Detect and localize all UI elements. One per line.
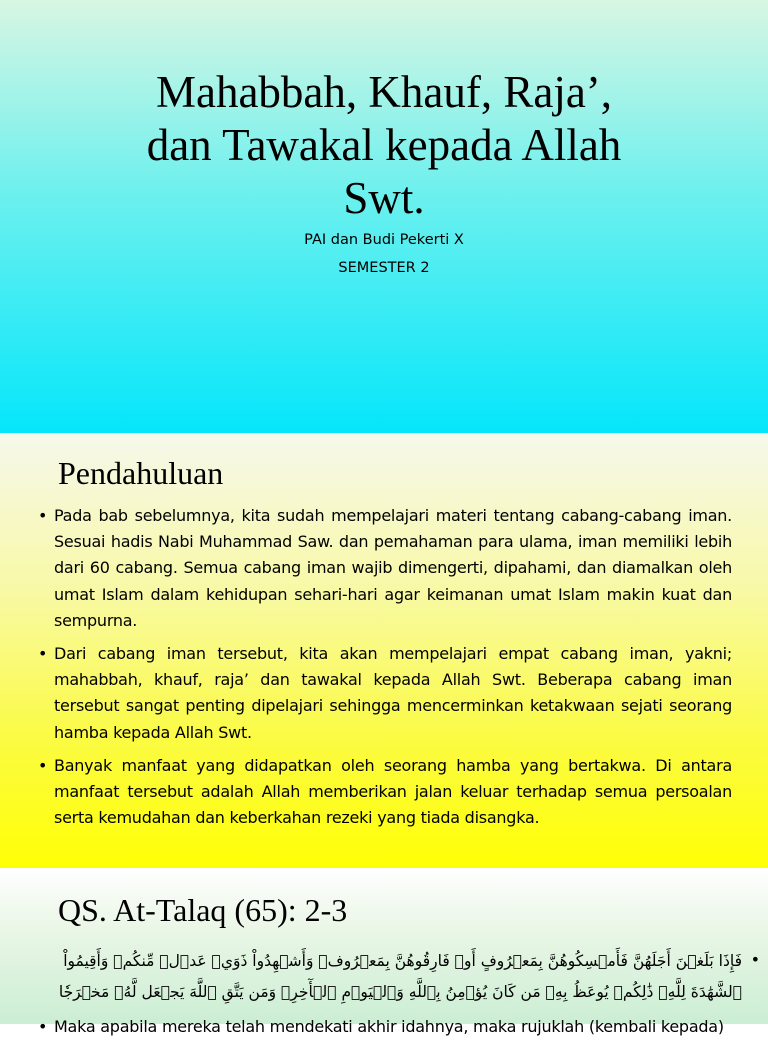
title-line: Mahabbah, Khauf, Raja’, bbox=[155, 67, 613, 117]
title-line: dan Tawakal kepada Allah bbox=[146, 120, 622, 170]
slide-heading: QS. At-Talaq (65): 2-3 bbox=[58, 892, 348, 928]
title-line: Swt. bbox=[343, 173, 425, 223]
introduction-slide bbox=[0, 433, 768, 868]
slide-heading: Pendahuluan bbox=[58, 455, 224, 491]
arabic-verse: فَإِذَا بَلَغۡنَ أَجَلَهُنَّ فَأَمۡسِكُوهُنَّ بِمَعۡرُوفٍ أَوۡ فَارِقُوهُنَّ بِمَعۡرُوفٖ وَأَشۡهِدُواْ ذَوَيۡ عَدۡلٖ مِّنكُمۡ وَأَقِيمُواْ ٱلشَّهَٰدَةَ لِلَّهِۚ ذَٰلِكُمۡ يُوعَظُ بِهِۦ مَن كَانَ يُؤۡمِنُ بِٱللَّهِ وَٱلۡيَوۡمِ ٱلۡأٓخِرِۚ وَمَن يَتَّقِ ٱللَّهَ يَجۡعَل لَّهُۥ مَخۡرَجٗا bbox=[58, 952, 742, 1001]
bullet-list bbox=[38, 503, 732, 838]
bullet-dot: • bbox=[750, 950, 760, 969]
bullet-item: • Dari cabang iman tersebut, kita akan mempelajari empat cabang iman, yakni; mahabbah, khauf, raja’ dan tawakal kepada Allah Swt. Beberapa cabang iman tersebut sangat penting dipelajari sehingga mencerminkan ketakwaan sejati seorang hamba kepada Allah Swt. bbox=[38, 641, 732, 746]
arabic-verse-item bbox=[38, 946, 760, 1008]
bullet-item: • Banyak manfaat yang didapatkan oleh seorang hamba yang bertakwa. Di antara manfaat tersebut adalah Allah memberikan jalan keluar terhadap semua persoalan serta kemudahan dan keberkahan rezeki yang tiada disangka. bbox=[38, 753, 732, 832]
bullet-item: • Pada bab sebelumnya, kita sudah mempelajari materi tentang cabang-cabang iman. Sesuai hadis Nabi Muhammad Saw. dan pemahaman para ulama, iman memiliki lebih dari 60 cabang. Semua cabang iman wajib dimengerti, dipahami, dan diamalkan oleh umat Islam dalam kehidupan sehari-hari agar keimanan umat Islam makin kuat dan sempurna. bbox=[38, 503, 732, 634]
quran-verse-slide bbox=[0, 868, 768, 1036]
translation-text: • Maka apabila mereka telah mendekati akhir idahnya, maka rujuklah (kembali kepada) bbox=[38, 1014, 768, 1040]
slide-subtitle: PAI dan Budi Pekerti X bbox=[304, 232, 464, 248]
translation-item bbox=[38, 1014, 768, 1047]
title-slide bbox=[0, 0, 768, 433]
semester-label: SEMESTER 2 bbox=[338, 260, 430, 276]
slide-title bbox=[40, 66, 728, 225]
